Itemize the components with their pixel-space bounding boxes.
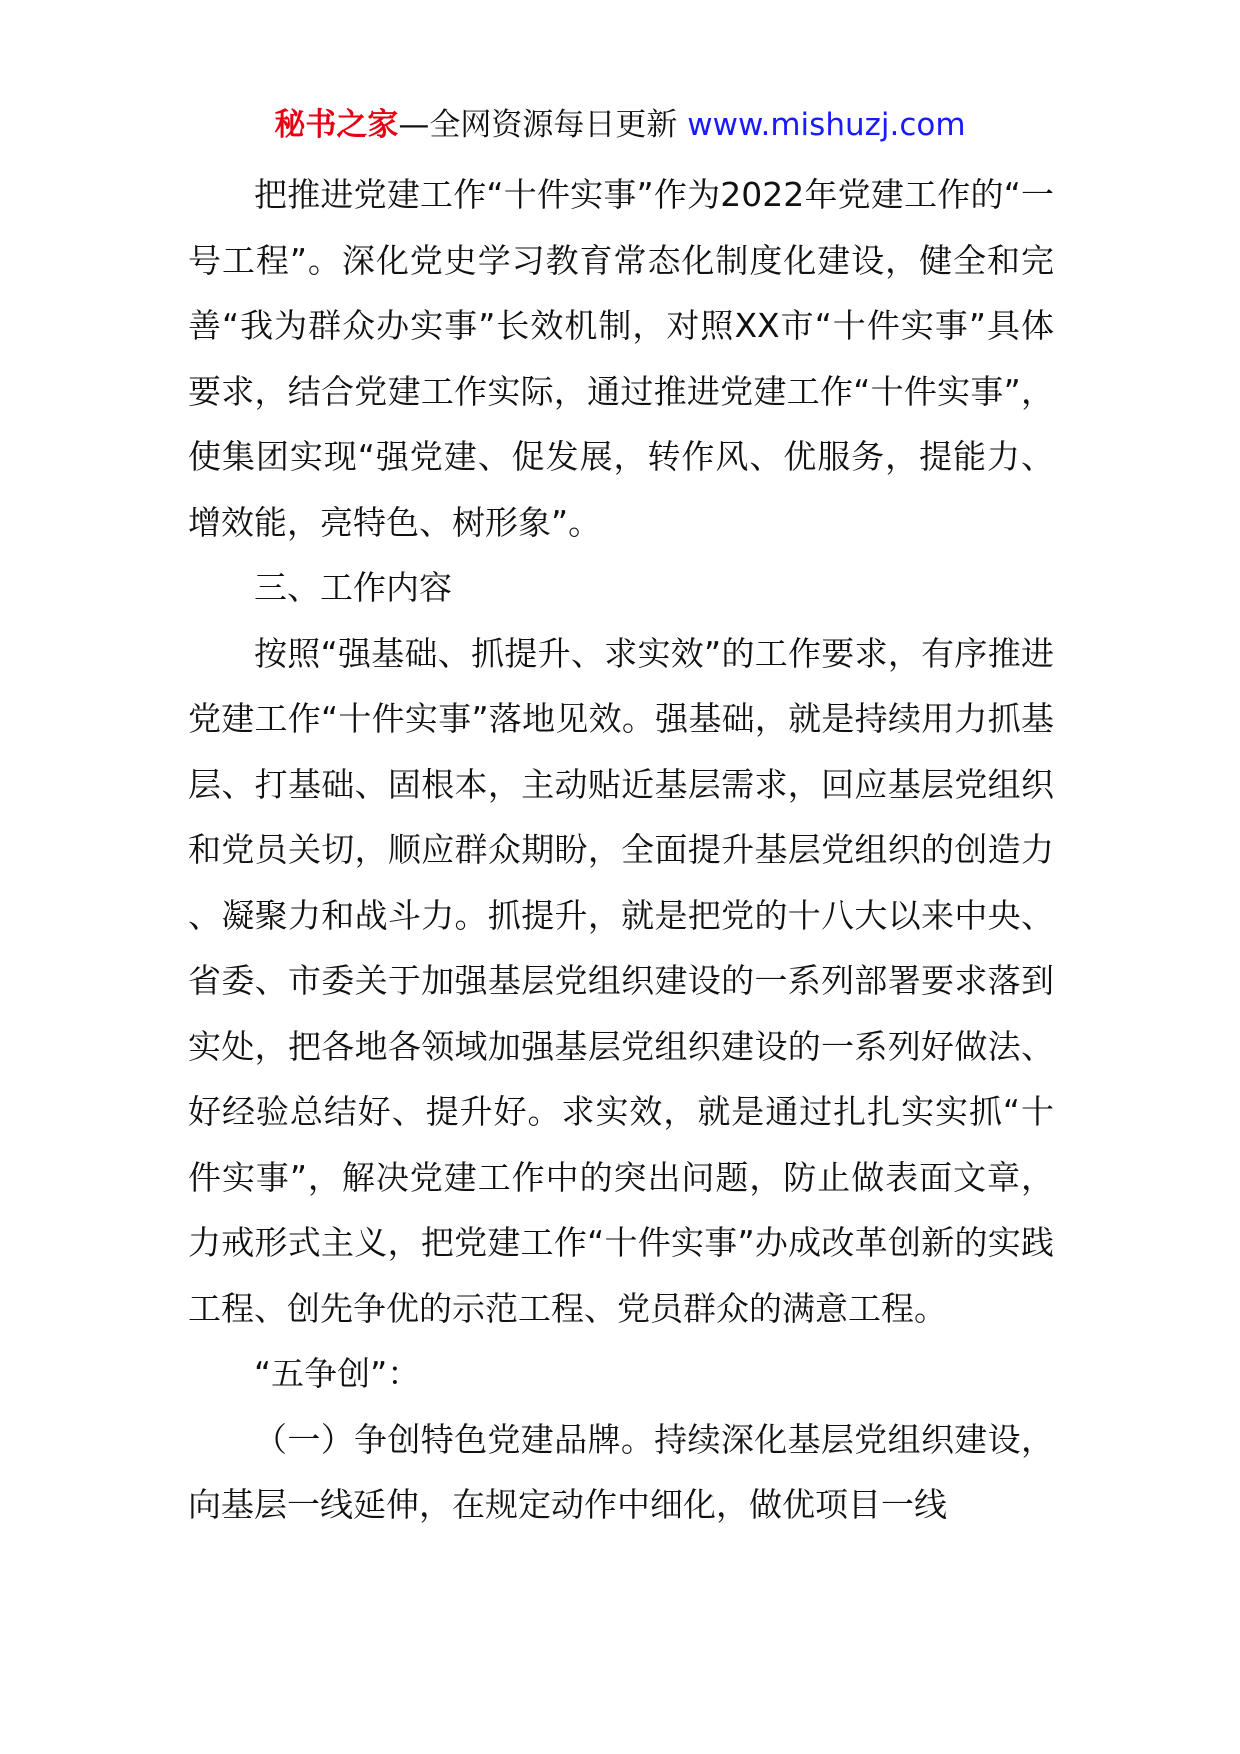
- document-body: [188, 162, 1054, 1538]
- paragraph-intro: 把推进党建工作“十件实事”作为2022年党建工作的“一号工程”。深化党史学习教育常态化制度化建设，健全和完善“我为群众办实事”长效机制，对照XX市“十件实事”具体要求，结合党建工作实际，通过推进党建工作“十件实事”，使集团实现“强党建、促发展，转作风、优服务，提能力、增效能，亮特色、树形象”。: [188, 175, 1054, 542]
- site-brand: 秘书之家: [274, 107, 399, 143]
- site-header: [0, 100, 1240, 150]
- site-tagline: —全网资源每日更新: [398, 107, 688, 143]
- paragraph-work-requirements: 按照“强基础、抓提升、求实效”的工作要求，有序推进党建工作“十件实事”落地见效。强基础，就是持续用力抓基层、打基础、固根本，主动贴近基层需求，回应基层党组织和党员关切，顺应群众期盼，全面提升基层党组织的创造力、凝聚力和战斗力。抓提升，就是把党的十八大以来中央、省委、市委关于加强基层党组织建设的一系列部署要求落到实处，把各地各领域加强基层党组织建设的一系列好做法、好经验总结好、提升好。求实效，就是通过扎扎实实抓“十件实事”，解决党建工作中的突出问题，防止做表面文章，力戒形式主义，把党建工作“十件实事”办成改革创新的实践工程、创先争优的示范工程、党员群众的满意工程。: [188, 633, 1054, 1328]
- subheading-five-strives: “五争创”：: [254, 1354, 421, 1393]
- site-url-link[interactable]: www.mishuzj.com: [687, 107, 966, 143]
- paragraph-item-one: （一）争创特色党建品牌。持续深化基层党组织建设，向基层一线延伸，在规定动作中细化，做优项目一线: [188, 1419, 1054, 1524]
- section-heading-work-content: 三、工作内容: [254, 568, 452, 607]
